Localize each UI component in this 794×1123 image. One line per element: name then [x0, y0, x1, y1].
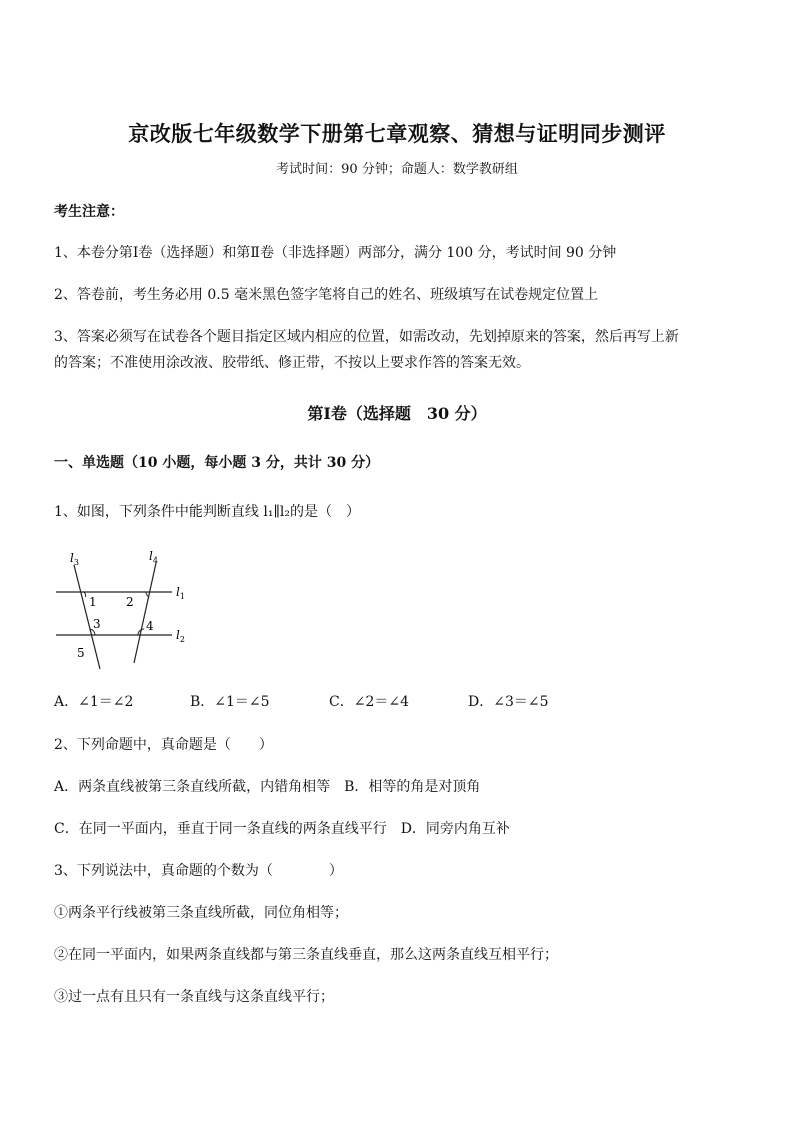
- exam-info: 考试时间：90 分钟；命题人：数学教研组: [276, 162, 518, 177]
- question-1-stem: 1、如图，下列条件中能判断直线 l₁∥l₂的是（ ）: [54, 504, 361, 520]
- notice-item-1: 1、本卷分第Ⅰ卷（选择题）和第Ⅱ卷（非选择题）两部分，满分 100 分，考试时间 90 分钟: [54, 245, 617, 261]
- q1-option-d: D．∠3＝∠5: [468, 694, 549, 710]
- angle-label-5: 5: [77, 646, 85, 660]
- label-l3: $l_3$: [70, 551, 79, 567]
- notice-item-3: 3、答案必须写在试卷各个题目指定区域内相应的位置，如需改动，先划掉原来的答案，然后再写上新: [54, 329, 679, 345]
- label-l4: $l_4$: [149, 549, 158, 565]
- angle-label-4: 4: [146, 619, 154, 633]
- question-3-stem: 3、下列说法中，真命题的个数为（ ）: [54, 863, 343, 879]
- label-l2: $l_2$: [176, 628, 185, 644]
- q3-item-1: ①两条平行线被第三条直线所截，同位角相等；: [54, 905, 348, 921]
- q1-option-c: C．∠2＝∠4: [329, 694, 409, 710]
- notice-item-2: 2、答卷前，考生务必用 0.5 毫米黑色签字笔将自己的姓名、班级填写在试卷规定位置上: [54, 287, 599, 303]
- part-heading: 一、单选题（10 小题，每小题 3 分，共计 30 分）: [54, 455, 380, 471]
- question-1-figure: [50, 545, 200, 675]
- angle-1-arc: [84, 592, 86, 597]
- label-l1: $l_1$: [176, 585, 185, 601]
- line-l4: [134, 563, 156, 663]
- q1-option-b: B．∠1＝∠5: [190, 694, 270, 710]
- angle-label-2: 2: [126, 595, 134, 609]
- angle-label-3: 3: [93, 617, 101, 631]
- q2-options-line-2: C．在同一平面内，垂直于同一条直线的两条直线平行 D．同旁内角互补: [54, 821, 510, 837]
- q3-item-2: ②在同一平面内，如果两条直线都与第三条直线垂直，那么这两条直线互相平行；: [54, 947, 558, 963]
- section-title: 第Ⅰ卷（选择题 30 分）: [307, 404, 487, 423]
- question-2-stem: 2、下列命题中，真命题是（ ）: [54, 737, 273, 753]
- notice-item-3-cont: 的答案；不准使用涂改液、胶带纸、修正带，不按以上要求作答的答案无效。: [54, 355, 530, 371]
- notice-heading: 考生注意：: [54, 204, 124, 220]
- q1-option-a: A．∠1＝∠2: [54, 694, 134, 710]
- q2-options-line-1: A．两条直线被第三条直线所截，内错角相等 B．相等的角是对顶角: [54, 779, 481, 795]
- q3-item-3: ③过一点有且只有一条直线与这条直线平行；: [54, 989, 334, 1005]
- angle-label-1: 1: [89, 595, 97, 609]
- page-title: 京改版七年级数学下册第七章观察、猜想与证明同步测评: [128, 121, 666, 146]
